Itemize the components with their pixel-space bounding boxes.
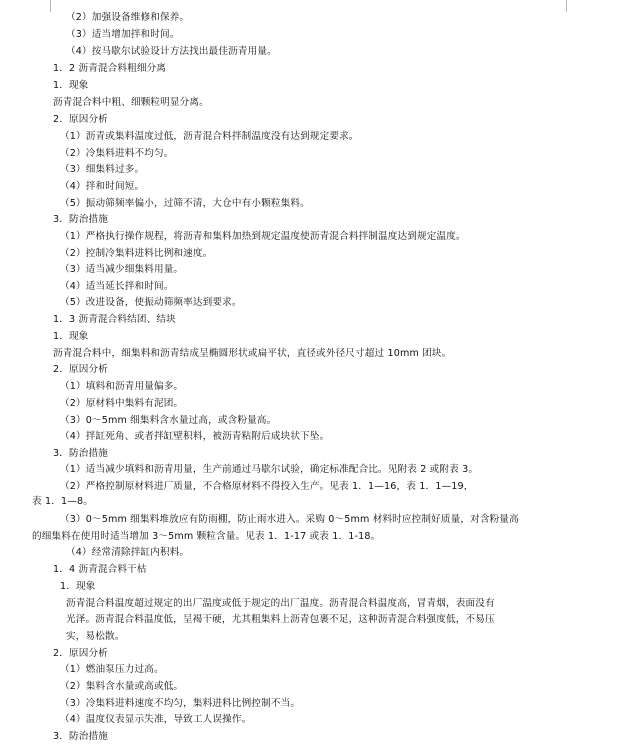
text-line: 2．原因分析 bbox=[53, 364, 108, 375]
text-line: 1．4 沥青混合料干枯 bbox=[53, 564, 147, 575]
text-line: （3）冷集料进料速度不均匀，集料进料比例控制不当。 bbox=[60, 698, 301, 709]
text-line: （2）控制冷集料进料比例和速度。 bbox=[60, 248, 213, 259]
text-line: （3）适当减少细集料用量。 bbox=[60, 264, 184, 275]
text-line: （1）燃油泵压力过高。 bbox=[60, 664, 164, 675]
text-line: （4）按马歇尔试验设计方法找出最佳沥青用量。 bbox=[66, 46, 277, 57]
text-line: （3）0～5mm 细集料堆放应有防雨棚，防止雨水进入。采购 0～5mm 材料时应控制好质量，对含粉量高 bbox=[60, 514, 519, 525]
text-line: （4）拌缸死角、或者拌缸壁积料，被沥青粘附后成块状下坠。 bbox=[60, 431, 330, 442]
text-line: 1．3 沥青混合料结团、结块 bbox=[53, 314, 176, 325]
text-line: 1．2 沥青混合料粗细分离 bbox=[53, 63, 167, 74]
text-line: （3）0～5mm 细集料含水量过高，或含粉量高。 bbox=[60, 415, 277, 426]
text-line: 3．防治措施 bbox=[53, 731, 108, 742]
text-line: 沥青混合料中粗、细颗粒明显分离。 bbox=[53, 97, 209, 108]
text-line: （1）适当减少填料和沥青用量，生产前通过马歇尔试验，确定标准配合比。见附表 2 或附表 3。 bbox=[60, 464, 479, 475]
text-line: （3）细集料过多。 bbox=[60, 164, 145, 175]
text-line: 光泽。沥青混合料温度低，呈褐干硬，尤其粗集料上沥青包裹不足，这种沥青混合料强度低，不易压 bbox=[66, 614, 495, 625]
text-line: 实，易松散。 bbox=[66, 631, 125, 642]
text-line: （5）改进设备，使振动筛频率达到要求。 bbox=[60, 297, 242, 308]
text-line: （2）原材料中集料有泥团。 bbox=[60, 398, 184, 409]
text-line: 表 1．1—8。 bbox=[32, 496, 93, 507]
text-line: 2．原因分析 bbox=[53, 648, 108, 659]
text-line: （1）沥青或集料温度过低，沥青混合料拌制温度没有达到规定要求。 bbox=[60, 131, 359, 142]
text-line: 2．原因分析 bbox=[53, 114, 108, 125]
text-line: （2）严格控制原材料进厂质量，不合格原材料不得投入生产。见表 1．1—16，表 1．1—19， bbox=[60, 481, 474, 492]
text-line: （4）适当延长拌和时间。 bbox=[60, 281, 174, 292]
page-corner-mark-right bbox=[566, 0, 581, 12]
text-line: 沥青混合料温度超过规定的出厂温度或低于规定的出厂温度。沥青混合料温度高，冒青烟，表面没有 bbox=[66, 598, 495, 609]
page-corner-mark-left bbox=[36, 0, 51, 12]
text-line: （1）填料和沥青用量偏多。 bbox=[60, 381, 184, 392]
text-line: （2）冷集料进料不均匀。 bbox=[60, 148, 174, 159]
text-line: （2）加强设备维修和保养。 bbox=[66, 12, 190, 23]
text-line: 沥青混合料中，细集料和沥青结成呈椭圆形状或扁平状，直径或外径尺寸超过 10mm 团块。 bbox=[53, 348, 452, 359]
text-line: （1）严格执行操作规程，将沥青和集料加热到规定温度使沥青混合料拌制温度达到规定温度。 bbox=[60, 231, 466, 242]
text-line: 3．防治措施 bbox=[53, 214, 108, 225]
text-line: （4）温度仪表显示失准，导致工人误操作。 bbox=[60, 714, 252, 725]
text-line: 1．现象 bbox=[53, 331, 89, 342]
text-line: （5）振动筛频率偏小，过筛不清，大仓中有小颗粒集料。 bbox=[60, 198, 310, 209]
text-line: 的细集料在使用时适当增加 3～5mm 颗粒含量。见表 1．1-17 或表 1．1-18。 bbox=[32, 531, 381, 542]
text-line: （4）经常清除拌缸内积料。 bbox=[66, 547, 190, 558]
text-line: 1．现象 bbox=[60, 581, 96, 592]
text-line: 3．防治措施 bbox=[53, 448, 108, 459]
text-line: （4）拌和时间短。 bbox=[60, 181, 145, 192]
text-line: （3）适当增加拌和时间。 bbox=[66, 29, 180, 40]
text-line: （2）集料含水量或高或低。 bbox=[60, 681, 184, 692]
text-line: 1．现象 bbox=[53, 80, 89, 91]
